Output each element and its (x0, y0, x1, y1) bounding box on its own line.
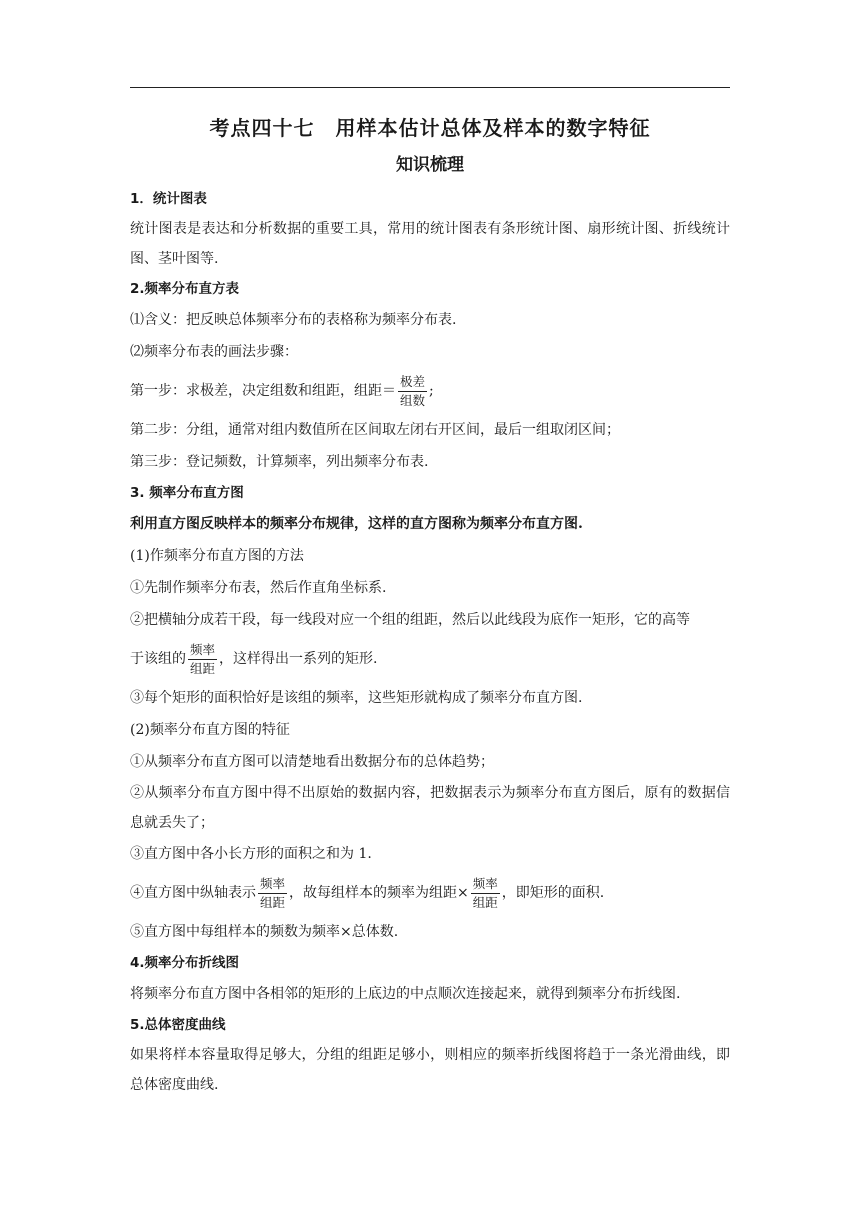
step-three: 第三步：登记频数，计算频率，列出频率分布表. (130, 454, 429, 470)
step-one-text: 第一步：求极差，决定组数和组距，组距＝ (130, 383, 396, 399)
fraction-denominator: 组距 (472, 894, 498, 910)
section-subtitle: 知识梳理 (396, 155, 464, 175)
method-step-b-line2 (130, 636, 730, 682)
heading-histogram: 3. 频率分布直方图 (130, 485, 244, 501)
method-step-a: ①先制作频率分布表，然后作直角坐标系. (130, 580, 387, 596)
step-one (130, 368, 730, 414)
document-page (130, 110, 730, 1100)
feature-c: ③直方图中各小长方形的面积之和为 1. (130, 846, 372, 862)
fraction-denominator: 组距 (260, 894, 286, 910)
item-definition: ⑴含义：把反映总体频率分布的表格称为频率分布表. (130, 312, 457, 328)
paragraph-statistical-charts: 统计图表是表达和分析数据的重要工具，常用的统计图表有条形统计图、扇形统计图、折线统计图、茎叶图等. (130, 221, 730, 267)
method-step-b-post: ，这样得出一系列的矩形. (219, 651, 378, 667)
step-two: 第二步：分组，通常对组内数值所在区间取左闭右开区间，最后一组取闭区间； (130, 422, 620, 438)
fraction-frequency-over-width (258, 876, 287, 911)
histogram-intro: 利用直方图反映样本的频率分布规律，这样的直方图称为频率分布直方图. (130, 516, 583, 532)
method-step-b-pre: 于该组的 (130, 651, 186, 667)
heading-statistical-charts: 1．统计图表 (130, 191, 207, 207)
fraction-numerator: 频率 (471, 876, 500, 894)
fraction-frequency-over-width (471, 876, 500, 911)
feature-d-mid: ，故每组样本的频率为组距× (289, 885, 469, 901)
heading-polygon: 4.频率分布折线图 (130, 955, 240, 971)
feature-d-post: ，即矩形的面积. (501, 885, 605, 901)
feature-b: ②从频率分布直方图中得不出原始的数据内容，把数据表示为频率分布直方图后，原有的数据信息就丢失了； (130, 785, 730, 831)
heading-density-curve: 5.总体密度曲线 (130, 1017, 226, 1033)
fraction-frequency-over-width (188, 642, 217, 677)
method-step-b-line1: ②把横轴分成若干段，每一线段对应一个组的组距，然后以此线段为底作一矩形，它的高等 (130, 612, 690, 628)
fraction-denominator: 组数 (400, 392, 426, 408)
heading-frequency-table: 2.频率分布直方表 (130, 281, 240, 297)
paragraph-polygon: 将频率分布直方图中各相邻的矩形的上底边的中点顺次连接起来，就得到频率分布折线图. (130, 986, 681, 1002)
fraction-range-over-groups (398, 374, 427, 409)
feature-a: ①从频率分布直方图可以清楚地看出数据分布的总体趋势； (130, 754, 494, 770)
method-step-c: ③每个矩形的面积恰好是该组的频率，这些矩形就构成了频率分布直方图. (130, 690, 583, 706)
page-title: 考点四十七 用样本估计总体及样本的数字特征 (209, 116, 651, 140)
fraction-denominator: 组距 (190, 660, 216, 676)
fraction-numerator: 频率 (188, 642, 217, 660)
feature-e: ⑤直方图中每组样本的频数为频率×总体数. (130, 924, 399, 940)
step-one-end: ; (429, 383, 434, 399)
method-title: (1)作频率分布直方图的方法 (130, 548, 304, 564)
feature-d-pre: ④直方图中纵轴表示 (130, 885, 256, 901)
fraction-numerator: 频率 (258, 876, 287, 894)
feature-d (130, 870, 730, 916)
fraction-numerator: 极差 (398, 374, 427, 392)
item-steps: ⑵频率分布表的画法步骤： (130, 344, 298, 360)
features-title: (2)频率分布直方图的特征 (130, 722, 290, 738)
header-rule (130, 87, 730, 88)
paragraph-density-curve: 如果将样本容量取得足够大，分组的组距足够小，则相应的频率折线图将趋于一条光滑曲线，即总体密度曲线. (130, 1047, 730, 1093)
